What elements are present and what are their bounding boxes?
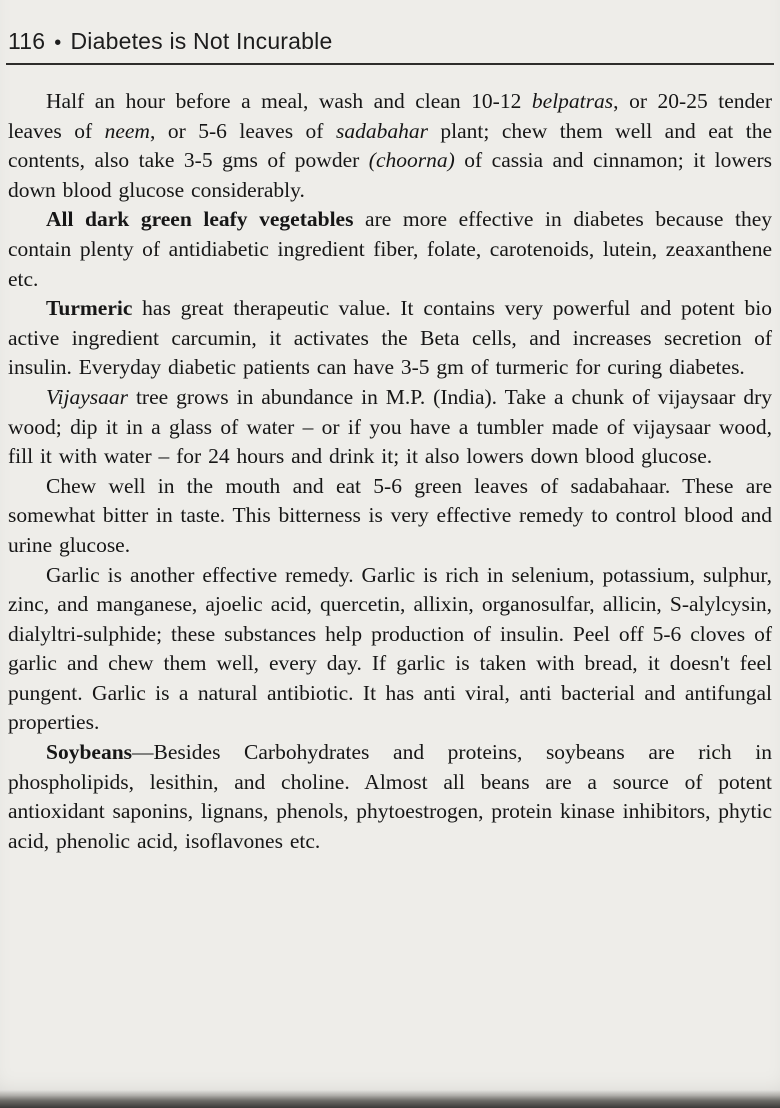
page-header: [0, 0, 780, 63]
text-segment: neem: [104, 118, 150, 143]
text-segment: Turmeric: [46, 296, 133, 321]
text-segment: are more effective in diabetes because they contain plenty of antidiabetic ingredient fiber, folate, carotenoids, lutein, zeaxanthene etc.: [8, 207, 772, 291]
text-segment: , or 20-25 tender leaves of: [8, 89, 772, 143]
paragraph: [8, 205, 772, 294]
page-body: [0, 65, 780, 856]
text-segment: (choorna): [368, 148, 455, 173]
text-segment: tree grows in abundance in M.P. (India). Take a chunk of vijaysaar dry wood; dip it in a glass of water – or if you have a tumbler made of vijaysaar wood, fill it with water – for 24 hours and drink it; it also lowers down blood glucose.: [8, 384, 772, 469]
text-segment: of cassia and cinnamon; it lowers down blood glucose considerably.: [8, 148, 773, 202]
paragraph: [8, 87, 772, 205]
text-segment: has great therapeutic value. It contains very powerful and potent bio active ingredient carcumin, it activates the Beta cells, and increases secretion of insulin. Everyday diabetic patients can have 3-5 gm of turmeric for curing diabetes.: [8, 296, 772, 380]
text-segment: plant; chew them well and eat the contents, also take 3-5 gms of powder: [8, 118, 772, 173]
text-segment: belpatras: [531, 89, 614, 113]
text-segment: Half an hour before a meal, wash and clean 10-12: [46, 89, 532, 113]
text-segment: Chew well in the mouth and eat 5-6 green leaves of sadabahaar. These are somewhat bitter in taste. This bitterness is very effective remedy to control blood and urine glucose.: [8, 473, 772, 557]
paragraph: [8, 472, 772, 561]
text-segment: Garlic is another effective remedy. Garlic is rich in selenium, potassium, sulphur, zinc, and manganese, ajoelic acid, quercetin, allixin, organosulfar, allicin, S-alylcysin, dialyltri-sulphide; these substances help production of insulin. Peel off 5-6 cloves of garlic and chew them well, every day. If garlic is taken with bread, it doesn't feel pungent. Garlic is a natural antibiotic. It has anti viral, anti bacterial and antifungal properties.: [8, 562, 772, 735]
running-title: Diabetes is Not Incurable: [70, 28, 333, 54]
scan-edge-shadow: [0, 1090, 780, 1108]
text-segment: , or 5-6 leaves of: [149, 118, 336, 143]
text-segment: Soybeans: [46, 740, 133, 765]
paragraph: [8, 383, 772, 472]
paragraph: [8, 738, 772, 856]
text-segment: —Besides Carbohydrates and proteins, soybeans are rich in phospholipids, lesithin, and choline. Almost all beans are a source of potent antioxidant saponins, lignans, phenols, phytoestrogen, protein kinase inhibitors, phytic acid, phenolic acid, isoflavones etc.: [8, 740, 772, 853]
paragraph: [8, 561, 772, 739]
text-segment: sadabahar: [335, 118, 428, 143]
text-segment: Vijaysaar: [46, 384, 129, 409]
paragraph: [8, 294, 772, 383]
bullet-separator: •: [54, 32, 62, 54]
page-number: 116: [8, 28, 46, 54]
text-segment: All dark green leafy vegetables: [46, 207, 354, 232]
